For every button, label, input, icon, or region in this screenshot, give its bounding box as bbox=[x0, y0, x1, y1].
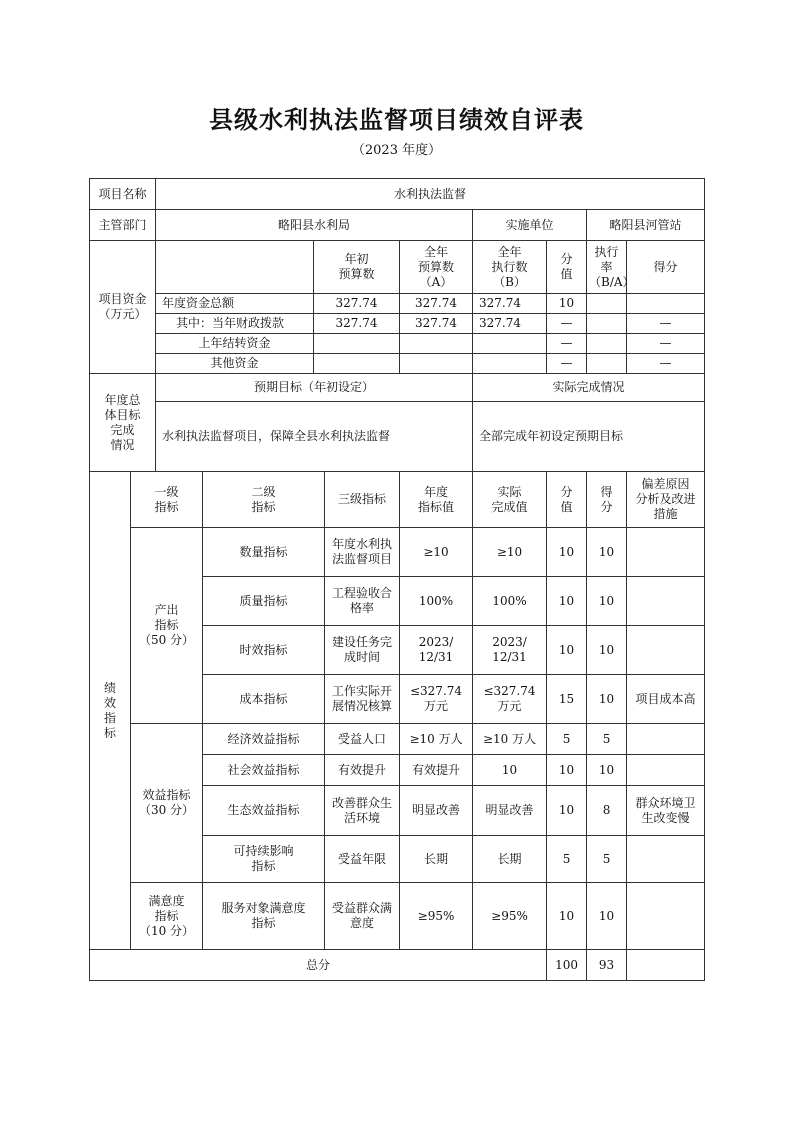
indicator-level2: 服务对象满意度 指标 bbox=[203, 883, 325, 950]
perf-header-level1: 一级 指标 bbox=[131, 472, 203, 528]
indicator-level2: 社会效益指标 bbox=[203, 755, 325, 786]
row-goals-header bbox=[90, 374, 705, 402]
indicator-score: 10 bbox=[587, 626, 627, 675]
row-project-name bbox=[90, 179, 705, 210]
funds-row bbox=[90, 354, 705, 374]
funds-budget: 327.74 bbox=[400, 314, 473, 334]
indicator-level3: 受益群众满 意度 bbox=[325, 883, 400, 950]
performance-row bbox=[90, 883, 705, 950]
indicator-value: 10 bbox=[547, 883, 587, 950]
indicator-reason bbox=[627, 755, 705, 786]
perf-header-level2: 二级 指标 bbox=[203, 472, 325, 528]
indicator-target: ≥10 bbox=[400, 528, 473, 577]
funds-rate bbox=[587, 314, 627, 334]
funds-row bbox=[90, 334, 705, 354]
indicator-target: 有效提升 bbox=[400, 755, 473, 786]
funds-header-score: 得分 bbox=[627, 241, 705, 294]
total-blank bbox=[627, 950, 705, 981]
evaluation-table bbox=[89, 178, 705, 981]
indicator-level2: 经济效益指标 bbox=[203, 724, 325, 755]
goals-expected-header: 预期目标（年初设定） bbox=[156, 374, 473, 402]
total-label: 总分 bbox=[90, 950, 547, 981]
indicator-actual: ≤327.74 万元 bbox=[473, 675, 547, 724]
funds-row-label: 其中：当年财政拨款 bbox=[156, 314, 314, 334]
indicator-score: 5 bbox=[587, 836, 627, 883]
indicator-actual: 100% bbox=[473, 577, 547, 626]
indicator-target: ≤327.74 万元 bbox=[400, 675, 473, 724]
performance-row bbox=[90, 528, 705, 577]
row-department bbox=[90, 210, 705, 241]
indicator-score: 10 bbox=[587, 528, 627, 577]
page-subtitle: （2023 年度） bbox=[351, 143, 442, 158]
project-name-label: 项目名称 bbox=[90, 179, 156, 210]
indicator-actual: 明显改善 bbox=[473, 786, 547, 836]
dept-value: 略阳县水利局 bbox=[156, 210, 473, 241]
indicator-reason bbox=[627, 626, 705, 675]
goals-actual: 全部完成年初设定预期目标 bbox=[473, 402, 705, 472]
indicator-level2: 成本指标 bbox=[203, 675, 325, 724]
indicator-level3: 有效提升 bbox=[325, 755, 400, 786]
indicator-level3: 年度水利执 法监督项目 bbox=[325, 528, 400, 577]
funds-row bbox=[90, 314, 705, 334]
funds-executed: 327.74 bbox=[473, 314, 547, 334]
funds-header-rate: 执行率 （B/A） bbox=[587, 241, 627, 294]
perf-header-reason: 偏差原因 分析及改进 措施 bbox=[627, 472, 705, 528]
project-name-value: 水利执法监督 bbox=[156, 179, 705, 210]
indicator-value: 5 bbox=[547, 724, 587, 755]
indicator-level3: 工程验收合 格率 bbox=[325, 577, 400, 626]
indicator-value: 10 bbox=[547, 786, 587, 836]
perf-header-score: 得 分 bbox=[587, 472, 627, 528]
funds-header-score-value: 分 值 bbox=[547, 241, 587, 294]
funds-budget: 327.74 bbox=[400, 294, 473, 314]
group-satisfaction-label: 满意度 指标 （10 分） bbox=[131, 883, 203, 950]
goals-expected: 水利执法监督项目，保障全县水利执法监督 bbox=[156, 402, 473, 472]
performance-row bbox=[90, 724, 705, 755]
indicator-value: 10 bbox=[547, 577, 587, 626]
funds-budget bbox=[400, 354, 473, 374]
indicator-score: 10 bbox=[587, 577, 627, 626]
indicator-target: 明显改善 bbox=[400, 786, 473, 836]
unit-value: 略阳县河管站 bbox=[587, 210, 705, 241]
indicator-level3: 受益年限 bbox=[325, 836, 400, 883]
perf-header-level3: 三级指标 bbox=[325, 472, 400, 528]
indicator-score: 10 bbox=[587, 675, 627, 724]
funds-score-value: — bbox=[547, 354, 587, 374]
funds-score bbox=[627, 294, 705, 314]
unit-label: 实施单位 bbox=[473, 210, 587, 241]
indicator-score: 10 bbox=[587, 755, 627, 786]
indicator-actual: 长期 bbox=[473, 836, 547, 883]
funds-row-label: 上年结转资金 bbox=[156, 334, 314, 354]
funds-row bbox=[90, 294, 705, 314]
indicator-actual: ≥10 bbox=[473, 528, 547, 577]
indicator-score: 8 bbox=[587, 786, 627, 836]
perf-header-target: 年度 指标值 bbox=[400, 472, 473, 528]
funds-header-initial: 年初 预算数 bbox=[314, 241, 400, 294]
indicator-value: 10 bbox=[547, 528, 587, 577]
perf-header-value: 分 值 bbox=[547, 472, 587, 528]
indicator-level3: 受益人口 bbox=[325, 724, 400, 755]
row-funds-header bbox=[90, 241, 705, 294]
row-goals-content bbox=[90, 402, 705, 472]
indicator-reason bbox=[627, 724, 705, 755]
indicator-value: 15 bbox=[547, 675, 587, 724]
funds-initial bbox=[314, 354, 400, 374]
indicator-value: 10 bbox=[547, 755, 587, 786]
indicator-reason: 项目成本高 bbox=[627, 675, 705, 724]
funds-header-executed: 全年 执行数 （B） bbox=[473, 241, 547, 294]
funds-row-label: 年度资金总额 bbox=[156, 294, 314, 314]
perf-header-actual: 实际 完成值 bbox=[473, 472, 547, 528]
indicator-actual: ≥10 万人 bbox=[473, 724, 547, 755]
funds-header-budget: 全年 预算数 （A） bbox=[400, 241, 473, 294]
indicator-level3: 改善群众生 活环境 bbox=[325, 786, 400, 836]
indicator-value: 5 bbox=[547, 836, 587, 883]
indicator-actual: ≥95% bbox=[473, 883, 547, 950]
indicator-score: 10 bbox=[587, 883, 627, 950]
row-performance-header bbox=[90, 472, 705, 528]
funds-row-label: 其他资金 bbox=[156, 354, 314, 374]
indicator-level2: 时效指标 bbox=[203, 626, 325, 675]
indicator-value: 10 bbox=[547, 626, 587, 675]
indicator-level3: 工作实际开 展情况核算 bbox=[325, 675, 400, 724]
indicator-target: 2023/ 12/31 bbox=[400, 626, 473, 675]
indicator-score: 5 bbox=[587, 724, 627, 755]
page-title: 县级水利执法监督项目绩效自评表 bbox=[209, 106, 584, 134]
funds-initial: 327.74 bbox=[314, 314, 400, 334]
indicator-actual: 2023/ 12/31 bbox=[473, 626, 547, 675]
row-total bbox=[90, 950, 705, 981]
total-score: 93 bbox=[587, 950, 627, 981]
indicator-level2: 数量指标 bbox=[203, 528, 325, 577]
indicator-reason bbox=[627, 577, 705, 626]
funds-label: 项目资金 （万元） bbox=[90, 241, 156, 374]
goals-label: 年度总 体目标 完成 情况 bbox=[90, 374, 156, 472]
group-benefit-label: 效益指标 （30 分） bbox=[131, 724, 203, 883]
funds-score-value: — bbox=[547, 334, 587, 354]
indicator-level2: 质量指标 bbox=[203, 577, 325, 626]
indicator-target: 长期 bbox=[400, 836, 473, 883]
performance-label: 绩 效 指 标 bbox=[90, 472, 131, 950]
funds-initial: 327.74 bbox=[314, 294, 400, 314]
funds-score: — bbox=[627, 354, 705, 374]
funds-executed bbox=[473, 354, 547, 374]
indicator-actual: 10 bbox=[473, 755, 547, 786]
funds-score: — bbox=[627, 314, 705, 334]
indicator-level2: 可持续影响 指标 bbox=[203, 836, 325, 883]
funds-header-blank bbox=[156, 241, 314, 294]
funds-rate bbox=[587, 334, 627, 354]
funds-score: — bbox=[627, 334, 705, 354]
indicator-reason bbox=[627, 883, 705, 950]
funds-executed: 327.74 bbox=[473, 294, 547, 314]
dept-label: 主管部门 bbox=[90, 210, 156, 241]
funds-score-value: — bbox=[547, 314, 587, 334]
indicator-reason bbox=[627, 528, 705, 577]
indicator-target: 100% bbox=[400, 577, 473, 626]
funds-rate bbox=[587, 294, 627, 314]
funds-initial bbox=[314, 334, 400, 354]
indicator-target: ≥95% bbox=[400, 883, 473, 950]
goals-actual-header: 实际完成情况 bbox=[473, 374, 705, 402]
indicator-reason: 群众环境卫 生改变慢 bbox=[627, 786, 705, 836]
total-value: 100 bbox=[547, 950, 587, 981]
indicator-reason bbox=[627, 836, 705, 883]
funds-score-value: 10 bbox=[547, 294, 587, 314]
funds-budget bbox=[400, 334, 473, 354]
funds-executed bbox=[473, 334, 547, 354]
indicator-level3: 建设任务完 成时间 bbox=[325, 626, 400, 675]
funds-rate bbox=[587, 354, 627, 374]
indicator-level2: 生态效益指标 bbox=[203, 786, 325, 836]
group-output-label: 产出 指标 （50 分） bbox=[131, 528, 203, 724]
indicator-target: ≥10 万人 bbox=[400, 724, 473, 755]
